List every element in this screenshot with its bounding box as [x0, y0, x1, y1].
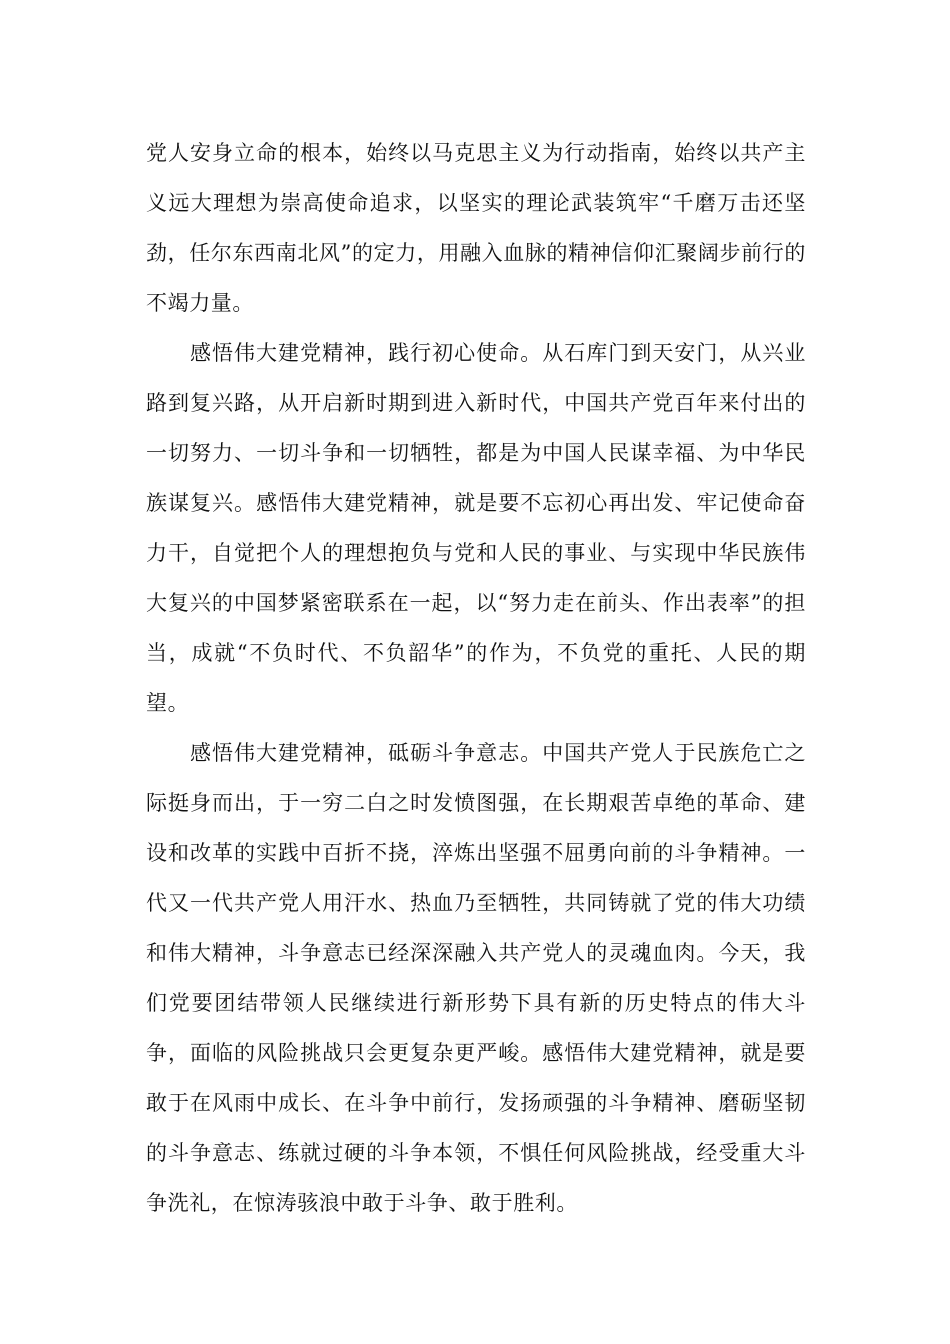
paragraph-3: 感悟伟大建党精神，砥砺斗争意志。中国共产党人于民族危亡之际挺身而出，于一穷二白之时发愤图强，在长期艰苦卓绝的革命、建设和改革的实践中百折不挠，淬炼出坚强不屈勇向前的斗争精神。一代又一代共产党人用汗水、热血乃至牺牲，共同铸就了党的伟大功绩和伟大精神，斗争意志已经深深融入共产党人的灵魂血肉。今天，我们党要团结带领人民继续进行新形势下具有新的历史特点的伟大斗争，面临的风险挑战只会更复杂更严峻。感悟伟大建党精神，就是要敢于在风雨中成长、在斗争中前行，发扬顽强的斗争精神、磨砺坚韧的斗争意志、练就过硬的斗争本领，不惧任何风险挑战，经受重大斗争洗礼，在惊涛骇浪中敢于斗争、敢于胜利。	[146, 741, 806, 1215]
paragraph-2: 感悟伟大建党精神，践行初心使命。从石库门到天安门，从兴业路到复兴路，从开启新时期到进入新时代，中国共产党百年来付出的一切努力、一切斗争和一切牺牲，都是为中国人民谋幸福、为中华民族谋复兴。感悟伟大建党精神，就是要不忘初心再出发、牢记使命奋力干，自觉把个人的理想抱负与党和人民的事业、与实现中华民族伟大复兴的中国梦紧密联系在一起，以“努力走在前头、作出表率”的担当，成就“不负时代、不负韶华”的作为，不负党的重托、人民的期望。	[146, 341, 806, 715]
document-body	[146, 128, 806, 1228]
paragraph-1: 党人安身立命的根本，始终以马克思主义为行动指南，始终以共产主义远大理想为崇高使命追求，以坚实的理论武装筑牢“千磨万击还坚劲，任尔东西南北风”的定力，用融入血脉的精神信仰汇聚阔步前行的不竭力量。	[146, 141, 806, 315]
